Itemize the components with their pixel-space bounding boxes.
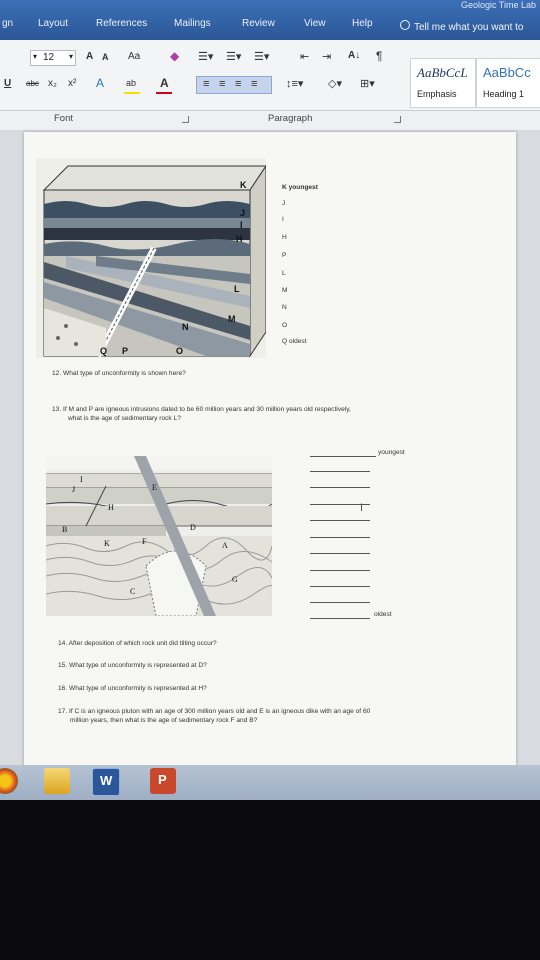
paragraph-group-label: Paragraph <box>268 113 313 124</box>
fig1-label-p: P <box>122 346 129 356</box>
superscript-button[interactable]: x² <box>68 78 77 89</box>
underline-button[interactable]: U <box>4 78 12 89</box>
answer-blank-7[interactable] <box>310 553 370 554</box>
fig1-label-o: O <box>176 346 184 356</box>
style-emphasis[interactable] <box>410 58 476 108</box>
window-title: Geologic Time Lab <box>460 0 536 10</box>
fig2-label-g: G <box>232 575 238 584</box>
chevron-down-icon: ▾ <box>68 52 73 61</box>
question-14: 14. After deposition of which rock unit did tilting occur? <box>58 640 217 647</box>
question-17-line-1: 17. If C is an igneous pluton with an age of 300 million years old and E is an igneous dike with an age of 60 <box>58 708 371 715</box>
fig1-label-i: I <box>240 220 243 230</box>
fig1-seq-8: O <box>282 322 288 329</box>
fig1-seq-1: J <box>282 200 286 207</box>
text-effects-button[interactable]: A <box>96 76 105 90</box>
fig2-label-j: J <box>72 485 76 494</box>
shading-button[interactable]: ◇▾ <box>328 78 342 90</box>
answer-blank-11[interactable] <box>310 618 370 619</box>
fig1-label-l: L <box>234 284 240 294</box>
fig1-seq-7: N <box>282 304 287 311</box>
style-preview: AaBbCcL <box>417 65 468 80</box>
bullets-button[interactable]: ☰▾ <box>198 51 214 63</box>
fig1-label-q: Q <box>100 346 108 356</box>
answer-blank-2[interactable] <box>310 471 370 472</box>
blanks-bottom-label: oldest <box>374 611 392 618</box>
style-name: Heading 1 <box>483 89 525 99</box>
fig2-label-h: H <box>108 503 114 512</box>
tell-me-search[interactable] <box>400 20 524 33</box>
tab-mailings[interactable]: Mailings <box>174 18 211 29</box>
style-heading-1[interactable] <box>476 58 540 108</box>
answer-blank-9[interactable] <box>310 586 370 587</box>
align-left-button[interactable]: ≡ <box>203 78 210 90</box>
question-13-line-1: 13. If M and P are igneous intrusions dated to be 60 million years and 30 million years old respectively, <box>52 406 351 413</box>
tell-me-text: Tell me what you want to <box>414 22 524 33</box>
fig1-seq-3: H <box>282 234 287 241</box>
numbering-button[interactable]: ☰▾ <box>226 51 242 63</box>
font-size-select[interactable] <box>30 50 76 66</box>
fig1-label-n: N <box>182 322 189 332</box>
document-page[interactable] <box>24 132 516 772</box>
shrink-font-button[interactable]: A <box>102 52 109 62</box>
chrome-icon[interactable] <box>0 768 18 794</box>
font-color-button[interactable]: A <box>160 76 169 90</box>
fig1-label-m: M <box>228 314 236 324</box>
answer-blank-3[interactable] <box>310 487 370 488</box>
fig1-seq-2: I <box>282 216 284 223</box>
powerpoint-icon[interactable] <box>150 768 176 794</box>
borders-button[interactable]: ⊞▾ <box>360 78 375 90</box>
style-preview: AaBbCc <box>483 65 531 80</box>
fig1-seq-9: Q oldest <box>282 338 307 345</box>
fig2-label-d: D <box>190 523 196 532</box>
show-formatting-button[interactable]: ¶ <box>376 49 383 63</box>
ribbon-tools <box>0 40 540 111</box>
font-dialog-launcher[interactable] <box>182 116 189 123</box>
tab-help[interactable]: Help <box>352 18 373 29</box>
paragraph-dialog-launcher[interactable] <box>394 116 401 123</box>
font-color-bar <box>156 92 172 94</box>
fig1-label-j: J <box>240 208 246 218</box>
decrease-indent-button[interactable]: ⇤ <box>300 51 310 63</box>
fig1-label-k: K <box>240 180 247 190</box>
fig2-label-k: K <box>104 539 110 548</box>
answer-blank-8[interactable] <box>310 570 370 571</box>
word-icon[interactable] <box>92 768 120 796</box>
word-ribbon <box>0 0 540 130</box>
cross-section-diagram-2 <box>46 456 272 616</box>
fig2-label-b: B <box>62 525 68 534</box>
answer-blank-1[interactable] <box>310 456 376 457</box>
question-13-line-2: what is the age of sedimentary rock L? <box>68 415 181 422</box>
sort-button[interactable]: A↓ <box>348 50 361 61</box>
fig2-label-f: F <box>142 537 147 546</box>
align-group <box>196 76 272 94</box>
clear-formatting-icon[interactable]: ◆ <box>170 49 180 63</box>
answer-blank-6[interactable] <box>310 537 370 538</box>
tab-references[interactable]: References <box>96 18 148 29</box>
font-size-value: 12 <box>43 52 55 63</box>
fig2-label-e: E <box>152 483 157 492</box>
fig1-label-h: H <box>236 234 243 244</box>
question-16: 16. What type of unconformity is represented at H? <box>58 685 207 692</box>
word-letter: W <box>100 773 113 788</box>
answer-blank-10[interactable] <box>310 602 370 603</box>
monitor-bezel <box>0 800 540 960</box>
highlight-button[interactable]: ab <box>126 78 137 88</box>
fig2-label-i: I <box>80 475 83 484</box>
file-explorer-icon[interactable] <box>44 768 70 794</box>
question-15: 15. What type of unconformity is represented at D? <box>58 662 207 669</box>
line-spacing-button[interactable]: ↕≡▾ <box>286 78 304 90</box>
tab-layout[interactable]: Layout <box>38 18 69 29</box>
change-case-button[interactable]: Aa <box>128 51 141 62</box>
fig1-seq-4: P <box>282 252 287 259</box>
align-right-button[interactable]: ≡ <box>235 78 242 90</box>
question-12: 12. What type of unconformity is shown here? <box>52 370 186 377</box>
dropdown-arrow-icon: ▾ <box>33 52 38 61</box>
font-group-label: Font <box>54 113 74 124</box>
fig2-label-a: A <box>222 541 228 550</box>
highlight-color-bar <box>124 92 140 94</box>
fig1-seq-6: M <box>282 287 288 294</box>
tab-view[interactable]: View <box>304 18 326 29</box>
fig2-label-c: C <box>130 587 136 596</box>
strikethrough-button[interactable]: abc <box>26 79 39 88</box>
tab-design[interactable]: gn <box>2 18 14 29</box>
increase-indent-button[interactable]: ⇥ <box>322 51 332 63</box>
subscript-button[interactable]: x₂ <box>48 78 57 89</box>
question-17-line-2: million years, then what is the age of sedimentary rock F and B? <box>70 717 258 724</box>
style-name: Emphasis <box>417 89 457 99</box>
unconformity-block-diagram-1 <box>36 158 266 358</box>
taskbar <box>0 765 540 800</box>
fig1-seq-0: K youngest <box>282 184 318 191</box>
ribbon-tab-bar <box>0 0 540 40</box>
align-center-button[interactable]: ≡ <box>219 78 226 90</box>
tab-review[interactable]: Review <box>242 18 275 29</box>
blanks-top-label: youngest <box>378 449 405 456</box>
text-cursor-icon: Ι <box>360 502 364 514</box>
grow-font-button[interactable]: A <box>86 51 94 62</box>
powerpoint-letter: P <box>158 772 167 787</box>
justify-button[interactable]: ≡ <box>251 78 258 90</box>
fig1-seq-5: L <box>282 270 286 277</box>
answer-blank-5[interactable] <box>310 520 370 521</box>
lightbulb-icon <box>400 20 410 30</box>
multilevel-list-button[interactable]: ☰▾ <box>254 51 270 63</box>
